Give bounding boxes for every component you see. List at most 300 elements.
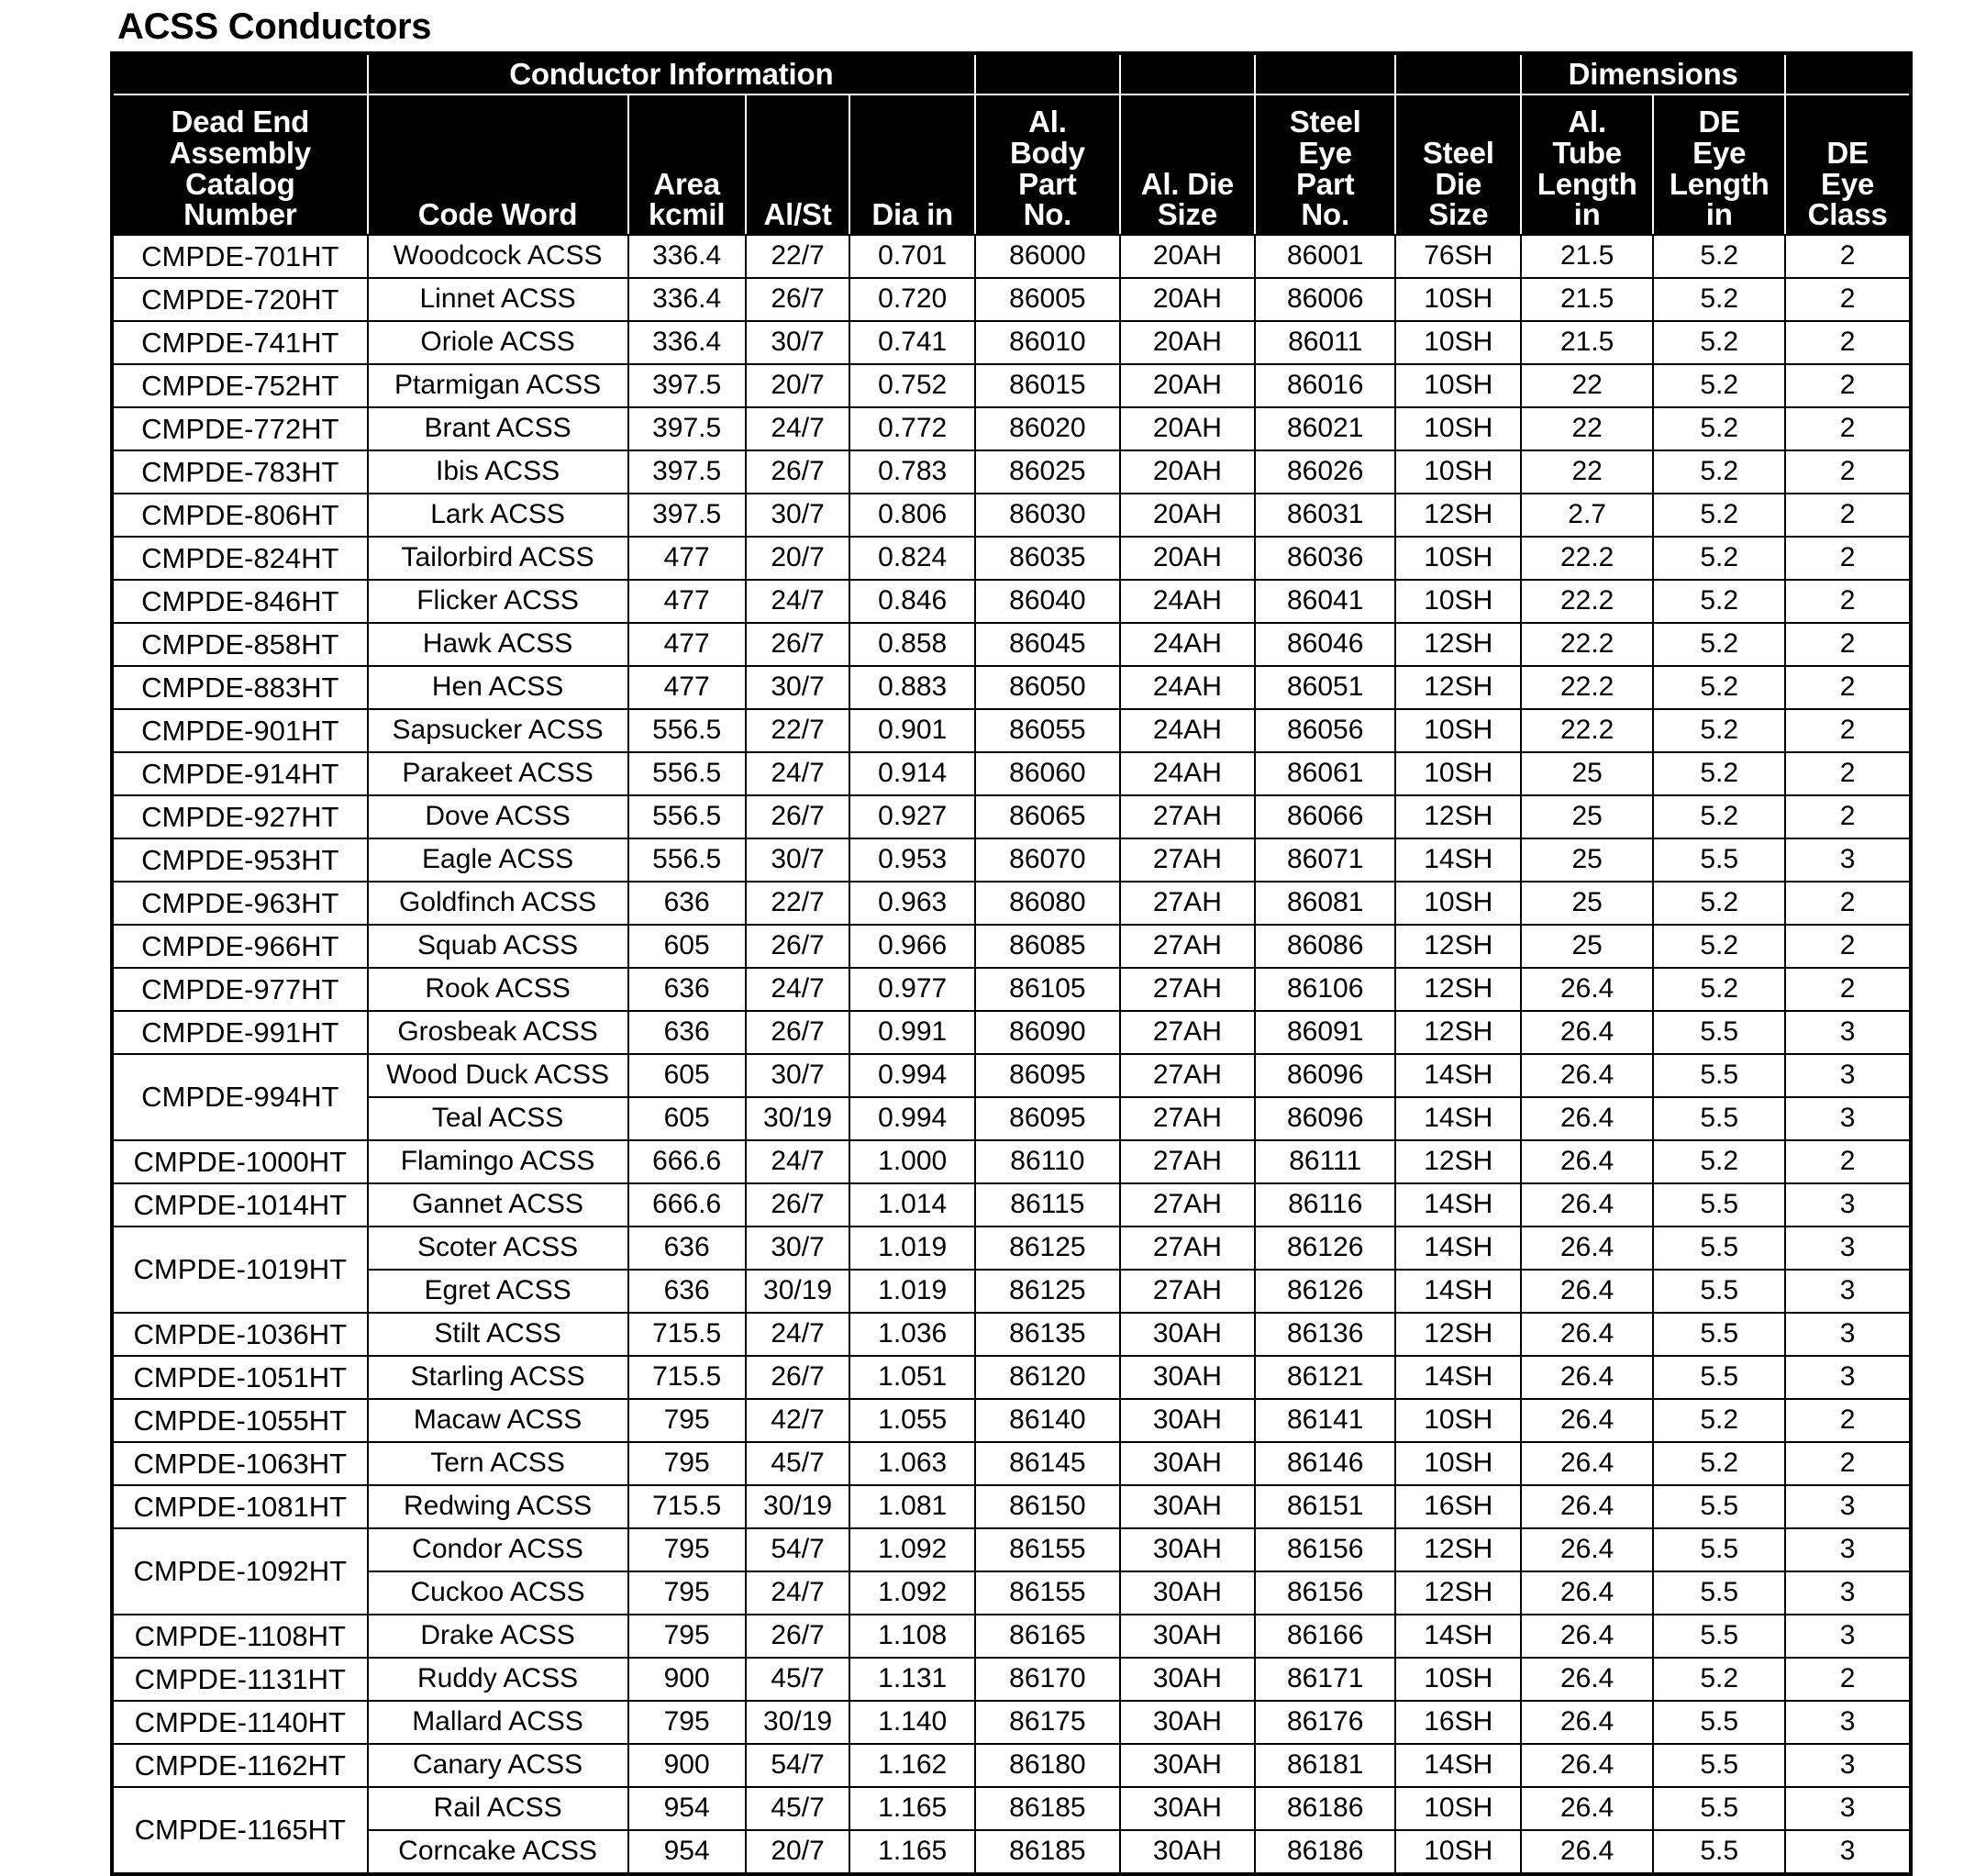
column-header-line: DE bbox=[1826, 136, 1869, 171]
cell-deeye: 5.5 bbox=[1653, 1011, 1785, 1054]
cell-stdie: 12SH bbox=[1395, 795, 1521, 838]
cell-albody: 86050 bbox=[975, 666, 1120, 709]
table-row bbox=[112, 1313, 1911, 1356]
cell-stdie: 10SH bbox=[1395, 537, 1521, 580]
cell-declass: 2 bbox=[1785, 235, 1911, 278]
cell-deeye: 5.2 bbox=[1653, 1658, 1785, 1701]
cell-area: 636 bbox=[628, 882, 746, 925]
group-header-row bbox=[112, 53, 1911, 94]
cell-albody: 86135 bbox=[975, 1313, 1120, 1356]
cell-deeye: 5.2 bbox=[1653, 752, 1785, 795]
cell-stdie: 12SH bbox=[1395, 623, 1521, 666]
table-row bbox=[112, 623, 1911, 666]
table-row bbox=[112, 882, 1911, 925]
cell-dia: 0.991 bbox=[849, 1011, 975, 1054]
cell-catalog-number: CMPDE-914HT bbox=[112, 752, 368, 795]
cell-alst: 20/7 bbox=[746, 364, 850, 407]
table-row bbox=[112, 709, 1911, 752]
table-row bbox=[112, 1571, 1911, 1615]
cell-aldie: 27AH bbox=[1120, 1097, 1255, 1140]
cell-declass: 3 bbox=[1785, 1097, 1911, 1140]
cell-code: Ruddy ACSS bbox=[368, 1658, 628, 1701]
cell-catalog-number: CMPDE-701HT bbox=[112, 235, 368, 278]
cell-catalog-number: CMPDE-752HT bbox=[112, 364, 368, 407]
cell-deeye: 5.2 bbox=[1653, 925, 1785, 968]
cell-alst: 26/7 bbox=[746, 1183, 850, 1227]
cell-catalog-number: CMPDE-1108HT bbox=[112, 1615, 368, 1658]
cell-altube: 26.4 bbox=[1521, 1054, 1653, 1097]
cell-declass: 2 bbox=[1785, 321, 1911, 364]
cell-aldie: 30AH bbox=[1120, 1485, 1255, 1528]
cell-declass: 3 bbox=[1785, 1701, 1911, 1744]
column-header-line: kcmil bbox=[648, 197, 726, 232]
column-header-line: Tube bbox=[1552, 136, 1622, 171]
cell-steye: 86066 bbox=[1255, 795, 1396, 838]
cell-aldie: 30AH bbox=[1120, 1744, 1255, 1787]
cell-albody: 86090 bbox=[975, 1011, 1120, 1054]
cell-albody: 86015 bbox=[975, 364, 1120, 407]
cell-alst: 24/7 bbox=[746, 752, 850, 795]
cell-code: Dove ACSS bbox=[368, 795, 628, 838]
cell-aldie: 20AH bbox=[1120, 450, 1255, 494]
cell-steye: 86111 bbox=[1255, 1140, 1396, 1183]
cell-altube: 26.4 bbox=[1521, 1744, 1653, 1787]
cell-code: Lark ACSS bbox=[368, 494, 628, 537]
cell-declass: 2 bbox=[1785, 1399, 1911, 1442]
column-header-line: Al/St bbox=[763, 197, 832, 232]
column-header-area bbox=[628, 94, 746, 235]
table-row bbox=[112, 235, 1911, 278]
cell-alst: 24/7 bbox=[746, 407, 850, 450]
cell-altube: 26.4 bbox=[1521, 1787, 1653, 1830]
column-header-line: Part bbox=[1018, 166, 1077, 201]
cell-dia: 1.140 bbox=[849, 1701, 975, 1744]
cell-declass: 2 bbox=[1785, 968, 1911, 1011]
cell-alst: 54/7 bbox=[746, 1528, 850, 1571]
cell-deeye: 5.5 bbox=[1653, 838, 1785, 882]
cell-catalog-number: CMPDE-883HT bbox=[112, 666, 368, 709]
cell-altube: 26.4 bbox=[1521, 1140, 1653, 1183]
cell-aldie: 20AH bbox=[1120, 537, 1255, 580]
cell-alst: 54/7 bbox=[746, 1744, 850, 1787]
cell-altube: 26.4 bbox=[1521, 1701, 1653, 1744]
cell-code: Egret ACSS bbox=[368, 1270, 628, 1313]
cell-steye: 86186 bbox=[1255, 1830, 1396, 1874]
cell-steye: 86106 bbox=[1255, 968, 1396, 1011]
cell-aldie: 30AH bbox=[1120, 1442, 1255, 1485]
table-head bbox=[112, 53, 1911, 235]
cell-albody: 86095 bbox=[975, 1097, 1120, 1140]
cell-albody: 86140 bbox=[975, 1399, 1120, 1442]
cell-declass: 3 bbox=[1785, 1744, 1911, 1787]
column-header-line: Al. Die bbox=[1140, 166, 1234, 201]
cell-stdie: 14SH bbox=[1395, 1744, 1521, 1787]
cell-aldie: 20AH bbox=[1120, 235, 1255, 278]
cell-deeye: 5.5 bbox=[1653, 1528, 1785, 1571]
cell-altube: 26.4 bbox=[1521, 1313, 1653, 1356]
cell-area: 477 bbox=[628, 537, 746, 580]
cell-deeye: 5.2 bbox=[1653, 407, 1785, 450]
cell-stdie: 14SH bbox=[1395, 1183, 1521, 1227]
cell-aldie: 30AH bbox=[1120, 1313, 1255, 1356]
column-header-steel-die-size bbox=[1395, 94, 1521, 235]
cell-declass: 2 bbox=[1785, 666, 1911, 709]
cell-altube: 26.4 bbox=[1521, 968, 1653, 1011]
cell-code: Linnet ACSS bbox=[368, 278, 628, 321]
cell-steye: 86186 bbox=[1255, 1787, 1396, 1830]
column-header-de-eye-length bbox=[1653, 94, 1785, 235]
cell-area: 900 bbox=[628, 1744, 746, 1787]
cell-steye: 86091 bbox=[1255, 1011, 1396, 1054]
cell-code: Woodcock ACSS bbox=[368, 235, 628, 278]
column-header-steel-eye-part-no bbox=[1255, 94, 1396, 235]
cell-declass: 3 bbox=[1785, 838, 1911, 882]
cell-alst: 30/7 bbox=[746, 838, 850, 882]
table-row bbox=[112, 1528, 1911, 1571]
cell-altube: 22 bbox=[1521, 364, 1653, 407]
cell-altube: 25 bbox=[1521, 882, 1653, 925]
cell-catalog-number: CMPDE-846HT bbox=[112, 580, 368, 623]
cell-area: 666.6 bbox=[628, 1140, 746, 1183]
cell-deeye: 5.2 bbox=[1653, 666, 1785, 709]
cell-aldie: 30AH bbox=[1120, 1399, 1255, 1442]
cell-steye: 86036 bbox=[1255, 537, 1396, 580]
cell-albody: 86150 bbox=[975, 1485, 1120, 1528]
cell-steye: 86041 bbox=[1255, 580, 1396, 623]
cell-dia: 1.063 bbox=[849, 1442, 975, 1485]
cell-dia: 0.772 bbox=[849, 407, 975, 450]
cell-altube: 22.2 bbox=[1521, 580, 1653, 623]
cell-albody: 86060 bbox=[975, 752, 1120, 795]
cell-dia: 1.051 bbox=[849, 1356, 975, 1399]
cell-stdie: 12SH bbox=[1395, 1313, 1521, 1356]
cell-catalog-number: CMPDE-963HT bbox=[112, 882, 368, 925]
cell-alst: 24/7 bbox=[746, 580, 850, 623]
cell-altube: 22.2 bbox=[1521, 666, 1653, 709]
cell-declass: 2 bbox=[1785, 580, 1911, 623]
cell-deeye: 5.5 bbox=[1653, 1054, 1785, 1097]
cell-catalog-number: CMPDE-720HT bbox=[112, 278, 368, 321]
cell-steye: 86121 bbox=[1255, 1356, 1396, 1399]
cell-steye: 86096 bbox=[1255, 1054, 1396, 1097]
cell-steye: 86136 bbox=[1255, 1313, 1396, 1356]
table-row bbox=[112, 278, 1911, 321]
cell-altube: 26.4 bbox=[1521, 1571, 1653, 1615]
cell-stdie: 10SH bbox=[1395, 407, 1521, 450]
cell-deeye: 5.5 bbox=[1653, 1183, 1785, 1227]
cell-declass: 3 bbox=[1785, 1054, 1911, 1097]
cell-area: 605 bbox=[628, 1054, 746, 1097]
cell-stdie: 14SH bbox=[1395, 1054, 1521, 1097]
cell-albody: 86105 bbox=[975, 968, 1120, 1011]
cell-dia: 0.701 bbox=[849, 235, 975, 278]
cell-alst: 26/7 bbox=[746, 1011, 850, 1054]
cell-albody: 86010 bbox=[975, 321, 1120, 364]
cell-steye: 86181 bbox=[1255, 1744, 1396, 1787]
cell-dia: 0.994 bbox=[849, 1054, 975, 1097]
cell-stdie: 12SH bbox=[1395, 1140, 1521, 1183]
cell-dia: 0.824 bbox=[849, 537, 975, 580]
cell-albody: 86030 bbox=[975, 494, 1120, 537]
cell-deeye: 5.2 bbox=[1653, 623, 1785, 666]
table-row bbox=[112, 450, 1911, 494]
cell-altube: 26.4 bbox=[1521, 1183, 1653, 1227]
cell-area: 795 bbox=[628, 1399, 746, 1442]
cell-stdie: 14SH bbox=[1395, 1270, 1521, 1313]
cell-dia: 0.977 bbox=[849, 968, 975, 1011]
column-header-line: Number bbox=[183, 197, 297, 232]
cell-altube: 22 bbox=[1521, 407, 1653, 450]
cell-aldie: 30AH bbox=[1120, 1356, 1255, 1399]
cell-declass: 2 bbox=[1785, 1658, 1911, 1701]
cell-area: 605 bbox=[628, 1097, 746, 1140]
cell-catalog-number: CMPDE-1019HT bbox=[112, 1227, 368, 1313]
page-root bbox=[0, 6, 1986, 1867]
cell-area: 397.5 bbox=[628, 407, 746, 450]
cell-altube: 26.4 bbox=[1521, 1528, 1653, 1571]
cell-declass: 2 bbox=[1785, 795, 1911, 838]
cell-catalog-number: CMPDE-806HT bbox=[112, 494, 368, 537]
cell-stdie: 16SH bbox=[1395, 1701, 1521, 1744]
cell-deeye: 5.2 bbox=[1653, 1442, 1785, 1485]
cell-stdie: 10SH bbox=[1395, 364, 1521, 407]
cell-deeye: 5.2 bbox=[1653, 882, 1785, 925]
cell-albody: 86035 bbox=[975, 537, 1120, 580]
cell-catalog-number: CMPDE-1131HT bbox=[112, 1658, 368, 1701]
cell-code: Parakeet ACSS bbox=[368, 752, 628, 795]
cell-area: 795 bbox=[628, 1571, 746, 1615]
cell-deeye: 5.5 bbox=[1653, 1227, 1785, 1270]
cell-catalog-number: CMPDE-741HT bbox=[112, 321, 368, 364]
cell-declass: 2 bbox=[1785, 407, 1911, 450]
column-header-line: Length bbox=[1669, 166, 1770, 201]
cell-stdie: 10SH bbox=[1395, 1787, 1521, 1830]
cell-deeye: 5.2 bbox=[1653, 795, 1785, 838]
cell-alst: 26/7 bbox=[746, 1356, 850, 1399]
cell-dia: 1.019 bbox=[849, 1227, 975, 1270]
cell-dia: 0.966 bbox=[849, 925, 975, 968]
cell-albody: 86125 bbox=[975, 1227, 1120, 1270]
cell-code: Drake ACSS bbox=[368, 1615, 628, 1658]
cell-deeye: 5.5 bbox=[1653, 1270, 1785, 1313]
cell-stdie: 10SH bbox=[1395, 1658, 1521, 1701]
cell-stdie: 10SH bbox=[1395, 321, 1521, 364]
cell-albody: 86180 bbox=[975, 1744, 1120, 1787]
cell-dia: 1.092 bbox=[849, 1528, 975, 1571]
cell-dia: 1.165 bbox=[849, 1787, 975, 1830]
cell-dia: 1.131 bbox=[849, 1658, 975, 1701]
table-row bbox=[112, 1485, 1911, 1528]
cell-declass: 2 bbox=[1785, 278, 1911, 321]
cell-stdie: 12SH bbox=[1395, 925, 1521, 968]
cell-aldie: 20AH bbox=[1120, 494, 1255, 537]
table-row bbox=[112, 1183, 1911, 1227]
cell-code: Flamingo ACSS bbox=[368, 1140, 628, 1183]
cell-alst: 30/7 bbox=[746, 1054, 850, 1097]
cell-stdie: 12SH bbox=[1395, 968, 1521, 1011]
cell-aldie: 30AH bbox=[1120, 1571, 1255, 1615]
cell-dia: 0.741 bbox=[849, 321, 975, 364]
column-header-catalog bbox=[112, 94, 368, 235]
column-header-de-eye-class bbox=[1785, 94, 1911, 235]
cell-area: 336.4 bbox=[628, 321, 746, 364]
cell-alst: 26/7 bbox=[746, 623, 850, 666]
table-row bbox=[112, 838, 1911, 882]
cell-stdie: 14SH bbox=[1395, 1356, 1521, 1399]
cell-stdie: 10SH bbox=[1395, 752, 1521, 795]
cell-stdie: 14SH bbox=[1395, 1615, 1521, 1658]
cell-area: 477 bbox=[628, 623, 746, 666]
page-title: ACSS Conductors bbox=[117, 6, 432, 47]
cell-declass: 2 bbox=[1785, 364, 1911, 407]
cell-deeye: 5.5 bbox=[1653, 1830, 1785, 1874]
cell-area: 715.5 bbox=[628, 1313, 746, 1356]
cell-deeye: 5.2 bbox=[1653, 364, 1785, 407]
cell-alst: 24/7 bbox=[746, 1571, 850, 1615]
cell-altube: 22.2 bbox=[1521, 537, 1653, 580]
table-row bbox=[112, 925, 1911, 968]
cell-aldie: 20AH bbox=[1120, 407, 1255, 450]
cell-area: 397.5 bbox=[628, 494, 746, 537]
cell-deeye: 5.2 bbox=[1653, 235, 1785, 278]
cell-altube: 26.4 bbox=[1521, 1356, 1653, 1399]
cell-steye: 86056 bbox=[1255, 709, 1396, 752]
cell-deeye: 5.5 bbox=[1653, 1615, 1785, 1658]
cell-alst: 30/7 bbox=[746, 1227, 850, 1270]
cell-stdie: 16SH bbox=[1395, 1485, 1521, 1528]
cell-area: 954 bbox=[628, 1787, 746, 1830]
cell-steye: 86166 bbox=[1255, 1615, 1396, 1658]
cell-alst: 30/19 bbox=[746, 1701, 850, 1744]
cell-aldie: 27AH bbox=[1120, 1140, 1255, 1183]
cell-dia: 0.720 bbox=[849, 278, 975, 321]
table-row bbox=[112, 666, 1911, 709]
cell-code: Wood Duck ACSS bbox=[368, 1054, 628, 1097]
cell-declass: 3 bbox=[1785, 1011, 1911, 1054]
column-header-line: Al. bbox=[1568, 105, 1606, 139]
cell-catalog-number: CMPDE-1036HT bbox=[112, 1313, 368, 1356]
cell-aldie: 20AH bbox=[1120, 364, 1255, 407]
cell-area: 477 bbox=[628, 580, 746, 623]
cell-deeye: 5.2 bbox=[1653, 580, 1785, 623]
column-header-code-word bbox=[368, 94, 628, 235]
cell-alst: 45/7 bbox=[746, 1787, 850, 1830]
cell-albody: 86155 bbox=[975, 1571, 1120, 1615]
group-header-dimensions: Dimensions bbox=[1521, 53, 1785, 94]
cell-aldie: 27AH bbox=[1120, 795, 1255, 838]
cell-steye: 86171 bbox=[1255, 1658, 1396, 1701]
cell-alst: 22/7 bbox=[746, 709, 850, 752]
cell-alst: 30/7 bbox=[746, 321, 850, 364]
cell-area: 397.5 bbox=[628, 450, 746, 494]
cell-code: Hawk ACSS bbox=[368, 623, 628, 666]
column-header-line: Al. bbox=[1028, 105, 1067, 139]
cell-altube: 26.4 bbox=[1521, 1270, 1653, 1313]
cell-catalog-number: CMPDE-994HT bbox=[112, 1054, 368, 1140]
cell-dia: 1.108 bbox=[849, 1615, 975, 1658]
cell-altube: 25 bbox=[1521, 838, 1653, 882]
cell-deeye: 5.2 bbox=[1653, 1399, 1785, 1442]
cell-area: 666.6 bbox=[628, 1183, 746, 1227]
cell-code: Brant ACSS bbox=[368, 407, 628, 450]
column-header-row bbox=[112, 94, 1911, 235]
column-header-line: Dia in bbox=[871, 197, 953, 232]
cell-deeye: 5.5 bbox=[1653, 1787, 1785, 1830]
cell-catalog-number: CMPDE-1055HT bbox=[112, 1399, 368, 1442]
cell-aldie: 27AH bbox=[1120, 1183, 1255, 1227]
cell-stdie: 12SH bbox=[1395, 494, 1521, 537]
cell-declass: 2 bbox=[1785, 925, 1911, 968]
cell-declass: 2 bbox=[1785, 623, 1911, 666]
cell-code: Eagle ACSS bbox=[368, 838, 628, 882]
cell-dia: 0.752 bbox=[849, 364, 975, 407]
cell-alst: 30/19 bbox=[746, 1097, 850, 1140]
cell-deeye: 5.2 bbox=[1653, 537, 1785, 580]
cell-deeye: 5.5 bbox=[1653, 1485, 1785, 1528]
cell-aldie: 24AH bbox=[1120, 580, 1255, 623]
cell-steye: 86011 bbox=[1255, 321, 1396, 364]
cell-catalog-number: CMPDE-1162HT bbox=[112, 1744, 368, 1787]
cell-deeye: 5.5 bbox=[1653, 1313, 1785, 1356]
cell-area: 556.5 bbox=[628, 838, 746, 882]
cell-code: Rook ACSS bbox=[368, 968, 628, 1011]
cell-deeye: 5.5 bbox=[1653, 1571, 1785, 1615]
column-header-line: DE bbox=[1698, 105, 1740, 139]
cell-stdie: 76SH bbox=[1395, 235, 1521, 278]
cell-albody: 86145 bbox=[975, 1442, 1120, 1485]
cell-aldie: 24AH bbox=[1120, 752, 1255, 795]
cell-deeye: 5.2 bbox=[1653, 321, 1785, 364]
cell-stdie: 10SH bbox=[1395, 1830, 1521, 1874]
cell-dia: 0.783 bbox=[849, 450, 975, 494]
cell-altube: 25 bbox=[1521, 752, 1653, 795]
cell-code: Cuckoo ACSS bbox=[368, 1571, 628, 1615]
column-header-line: Eye bbox=[1692, 136, 1747, 171]
table-row bbox=[112, 1011, 1911, 1054]
cell-stdie: 14SH bbox=[1395, 1227, 1521, 1270]
cell-steye: 86156 bbox=[1255, 1528, 1396, 1571]
cell-albody: 86120 bbox=[975, 1356, 1120, 1399]
group-header-blank-catalog bbox=[112, 53, 368, 94]
cell-area: 636 bbox=[628, 968, 746, 1011]
cell-altube: 26.4 bbox=[1521, 1227, 1653, 1270]
cell-albody: 86170 bbox=[975, 1658, 1120, 1701]
cell-aldie: 20AH bbox=[1120, 278, 1255, 321]
cell-alst: 26/7 bbox=[746, 450, 850, 494]
column-header-line: Size bbox=[1428, 197, 1489, 232]
cell-steye: 86016 bbox=[1255, 364, 1396, 407]
cell-deeye: 5.2 bbox=[1653, 709, 1785, 752]
cell-stdie: 12SH bbox=[1395, 666, 1521, 709]
cell-area: 636 bbox=[628, 1270, 746, 1313]
cell-steye: 86176 bbox=[1255, 1701, 1396, 1744]
cell-declass: 2 bbox=[1785, 882, 1911, 925]
cell-steye: 86126 bbox=[1255, 1270, 1396, 1313]
column-header-alst bbox=[746, 94, 850, 235]
cell-albody: 86175 bbox=[975, 1701, 1120, 1744]
cell-area: 397.5 bbox=[628, 364, 746, 407]
cell-aldie: 27AH bbox=[1120, 882, 1255, 925]
cell-albody: 86125 bbox=[975, 1270, 1120, 1313]
cell-albody: 86005 bbox=[975, 278, 1120, 321]
cell-albody: 86185 bbox=[975, 1830, 1120, 1874]
cell-alst: 42/7 bbox=[746, 1399, 850, 1442]
cell-code: Gannet ACSS bbox=[368, 1183, 628, 1227]
table-row bbox=[112, 1830, 1911, 1874]
cell-alst: 22/7 bbox=[746, 235, 850, 278]
cell-code: Rail ACSS bbox=[368, 1787, 628, 1830]
cell-deeye: 5.5 bbox=[1653, 1356, 1785, 1399]
